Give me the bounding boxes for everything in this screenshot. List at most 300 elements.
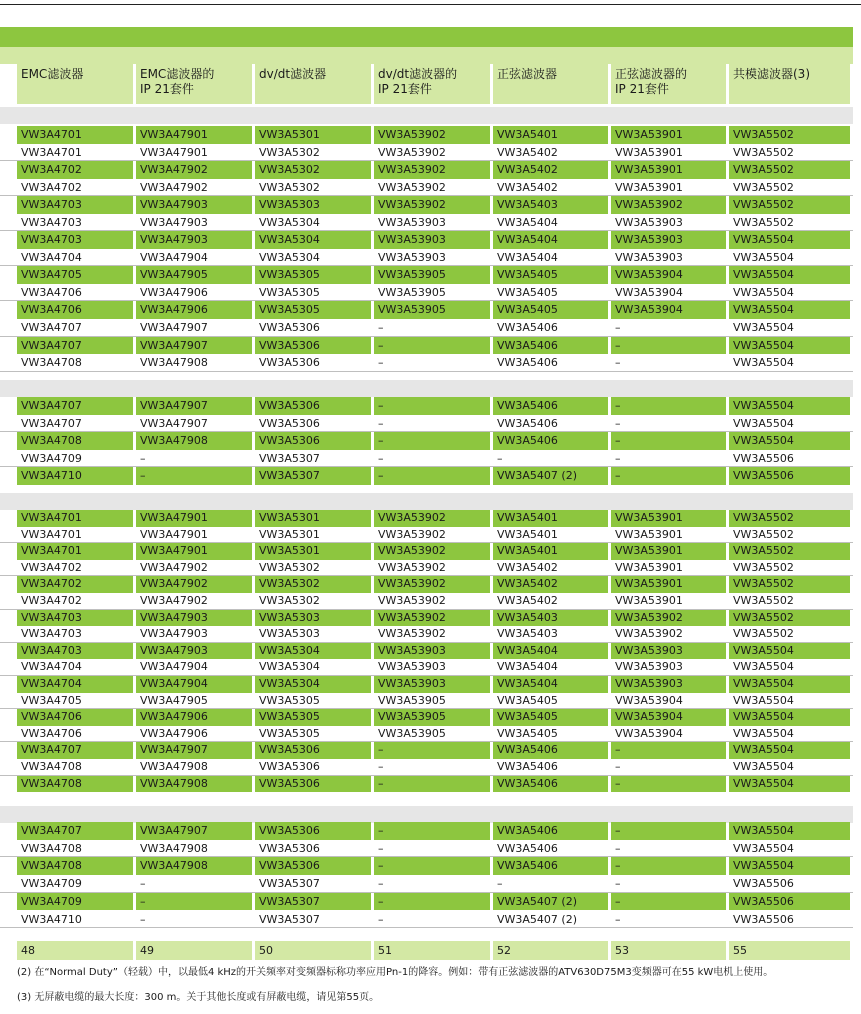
table-cell: VW3A5502 [729,126,850,144]
table-cell: VW3A53903 [378,660,446,674]
table-cell: – [615,877,621,891]
table-cell: VW3A5306 [259,356,320,369]
table-cell: – [611,776,726,793]
table-cell: VW3A5404 [497,215,558,229]
table-row [17,610,853,627]
table-cell: VW3A4708 [17,776,133,793]
table-cell: VW3A47907 [136,822,252,840]
table-cell: VW3A5401 [493,543,608,560]
table-cell: VW3A4706 [17,301,133,319]
table-row [17,759,853,776]
table-cell: VW3A5502 [729,510,850,527]
table-cell: VW3A5502 [733,527,794,541]
table-cell: VW3A5306 [255,337,371,355]
header-dvdt-filter: dv/dt滤波器 [255,64,371,104]
table-cell: – [378,451,384,465]
table-cell: VW3A47906 [140,726,208,740]
table-row [17,840,853,858]
table-cell: VW3A47907 [140,320,208,334]
section-header-band [0,493,853,510]
table-cell: – [378,320,384,334]
table-cell: – [374,742,490,759]
table-cell: – [615,841,621,855]
table-row [17,893,853,911]
table-cell: VW3A5405 [497,693,558,707]
table-row [17,527,853,544]
table-cell: VW3A5504 [733,760,794,773]
table-cell: VW3A53903 [378,250,446,264]
table-cell: VW3A5502 [729,610,850,627]
table-cell: – [378,416,384,430]
table-cell: VW3A5504 [729,822,850,840]
table-cell: VW3A53901 [611,126,726,144]
table-cell: – [374,893,490,911]
table-cell: VW3A5504 [729,742,850,759]
table-cell: VW3A4701 [17,126,133,144]
table-cell: VW3A47902 [140,560,208,574]
table-cell: – [615,416,621,430]
table-cell: VW3A5304 [259,215,320,229]
table-cell: VW3A5405 [497,285,558,299]
page-ref: 51 [374,941,490,960]
table-cell: VW3A53905 [374,709,490,726]
table-cell: VW3A4707 [21,320,82,334]
table-cell: VW3A47907 [140,416,208,430]
table-cell: VW3A5302 [259,594,320,607]
table-cell: VW3A4708 [17,432,133,450]
table-cell: – [136,467,252,485]
table-cell: VW3A5406 [493,397,608,415]
table-cell: VW3A53905 [378,693,446,707]
table-cell: VW3A53902 [374,510,490,527]
table-cell: – [378,356,384,369]
table-cell: VW3A47904 [136,676,252,693]
table-cell: VW3A53904 [615,726,683,740]
table-row [17,179,853,197]
table-cell: VW3A4710 [17,467,133,485]
table-cell: VW3A47907 [136,337,252,355]
table-cell: VW3A5502 [733,215,794,229]
table-cell: VW3A5306 [259,760,320,773]
table-row [17,676,853,693]
table-cell: VW3A53905 [374,266,490,284]
table-cell: VW3A5504 [733,285,794,299]
table-cell: VW3A5504 [733,356,794,369]
table-cell: VW3A47905 [140,693,208,707]
table-cell: VW3A5504 [733,250,794,264]
table-cell: – [136,893,252,911]
table-cell: VW3A5406 [493,822,608,840]
table-cell: VW3A53905 [378,726,446,740]
table-row [17,397,853,415]
table-row [17,543,853,560]
table-cell: VW3A5302 [255,161,371,179]
table-cell: – [378,760,384,773]
table-cell: VW3A5502 [729,161,850,179]
table-cell: VW3A5506 [733,877,794,891]
table-row [17,643,853,660]
table-cell: VW3A4702 [21,180,82,194]
table-cell: VW3A5303 [255,610,371,627]
header-sine-filter: 正弦滤波器 [493,64,608,104]
table-cell: VW3A47902 [140,594,208,607]
table-cell: VW3A5402 [493,161,608,179]
table-cell: – [497,877,503,891]
table-cell: VW3A53903 [611,231,726,249]
table-cell: VW3A47903 [136,610,252,627]
table-cell: VW3A47901 [140,145,208,159]
table-cell: VW3A5502 [733,180,794,194]
table-cell: VW3A53905 [378,285,446,299]
table-cell: VW3A5405 [493,266,608,284]
table-cell: VW3A47906 [136,301,252,319]
table-cell: – [374,776,490,793]
table-cell: VW3A53902 [378,180,446,194]
table-cell: VW3A5303 [255,196,371,214]
table-cell: – [611,467,726,485]
table-cell: VW3A5404 [493,676,608,693]
table-cell: VW3A5305 [259,693,320,707]
table-row [17,450,853,468]
table-cell: VW3A53901 [615,145,683,159]
table-cell: VW3A5306 [255,432,371,450]
table-cell: VW3A5402 [493,576,608,593]
table-cell: VW3A47902 [136,161,252,179]
table-cell: VW3A53903 [374,643,490,660]
table-cell: VW3A47906 [140,285,208,299]
table-cell: VW3A5406 [493,337,608,355]
table-cell: VW3A53904 [611,266,726,284]
table-cell: VW3A4704 [21,250,82,264]
table-cell: VW3A53904 [611,301,726,319]
table-cell: VW3A5407 (2) [493,893,608,911]
table-cell: VW3A53902 [378,627,446,641]
table-cell: VW3A47907 [136,742,252,759]
table-row [17,742,853,759]
table-row [17,776,853,793]
table-cell: VW3A5504 [729,397,850,415]
table-cell: VW3A5304 [255,643,371,660]
table-cell: VW3A4707 [17,337,133,355]
table-row [17,301,853,319]
table-cell: VW3A5305 [255,266,371,284]
table-cell: VW3A4706 [21,285,82,299]
table-cell: VW3A53903 [615,660,683,674]
row-divider [0,371,853,372]
table-cell: VW3A5502 [733,145,794,159]
table-cell: VW3A4704 [21,660,82,674]
table-row [17,693,853,710]
table-cell: VW3A5403 [497,627,558,641]
table-cell: VW3A5307 [259,912,320,926]
table-cell: VW3A5502 [733,560,794,574]
table-cell: – [615,912,621,926]
table-row [17,144,853,162]
table-header [17,64,853,104]
table-row [17,560,853,577]
table-cell: VW3A5504 [729,266,850,284]
table-cell: VW3A5306 [255,397,371,415]
table-cell: VW3A4709 [21,877,82,891]
table-cell: – [615,356,621,369]
table-row [17,126,853,144]
table-cell: – [378,912,384,926]
table-cell: VW3A5305 [255,709,371,726]
table-cell: VW3A53902 [378,594,446,607]
table-cell: VW3A53905 [374,301,490,319]
table-row [17,726,853,743]
table-cell: VW3A5302 [259,145,320,159]
table-cell: VW3A53903 [611,643,726,660]
table-row [17,659,853,676]
table-cell: VW3A53901 [615,560,683,574]
table-cell: – [611,397,726,415]
table-cell: VW3A5307 [255,893,371,911]
table-cell: – [611,337,726,355]
table-row [17,576,853,593]
header-sine-ip21-kit: 正弦滤波器的 IP 21套件 [611,64,726,104]
table-cell: VW3A5306 [255,776,371,793]
table-cell: VW3A53902 [374,196,490,214]
table-row [17,709,853,726]
table-cell: VW3A5402 [497,560,558,574]
table-cell: VW3A47908 [140,841,208,855]
table-cell: VW3A5403 [493,196,608,214]
table-cell: VW3A4707 [21,416,82,430]
table-cell: VW3A4701 [21,145,82,159]
table-cell: – [611,893,726,911]
page-ref: 49 [136,941,252,960]
table-cell: VW3A5401 [493,126,608,144]
table-cell: VW3A5406 [497,416,558,430]
table-cell: VW3A47908 [136,857,252,875]
table-cell: VW3A4702 [21,594,82,607]
table-cell: VW3A4708 [21,356,82,369]
table-cell: VW3A53902 [374,126,490,144]
table-cell: VW3A47903 [136,643,252,660]
table-cell: VW3A5504 [733,693,794,707]
table-cell: VW3A53903 [374,231,490,249]
table-cell: VW3A5504 [733,320,794,334]
table-cell: VW3A4703 [21,627,82,641]
section-header-band [0,380,853,397]
table-cell: VW3A4703 [21,215,82,229]
table-cell: VW3A5304 [255,676,371,693]
table-cell: VW3A5502 [733,627,794,641]
table-cell: VW3A47904 [140,250,208,264]
table-row [17,911,853,929]
table-cell: VW3A53901 [615,527,683,541]
table-cell: VW3A53903 [615,215,683,229]
footnote-2: (2) 在“Normal Duty”（轻载）中，以最低4 kHz的开关频率对变频器标称功率应用Pn-1的降容。例如：带有正弦滤波器的ATV630D75M3变频器可在55 kW电机上使用。 [17,967,774,978]
table-cell: VW3A5305 [259,285,320,299]
table-cell: VW3A4705 [21,693,82,707]
table-cell: VW3A4704 [17,676,133,693]
table-cell: VW3A5504 [729,337,850,355]
table-cell: VW3A5504 [733,726,794,740]
header-dvdt-ip21-kit: dv/dt滤波器的 IP 21套件 [374,64,490,104]
footnote-3: (3) 无屏蔽电缆的最大长度：300 m。关于其他长度或有屏蔽电缆，请见第55页。 [17,992,380,1003]
table-row [17,161,853,179]
header-emc-filter: EMC滤波器 [17,64,133,104]
table-cell: VW3A5404 [493,643,608,660]
table-cell: VW3A4709 [21,451,82,465]
table-cell: – [374,857,490,875]
table-cell: VW3A4703 [17,643,133,660]
table-cell: VW3A5504 [729,709,850,726]
header-common-mode-filter: 共模滤波器(3) [729,64,850,104]
table-cell: – [140,877,146,891]
table-cell: VW3A5402 [497,145,558,159]
table-cell: VW3A53901 [615,180,683,194]
table-row [17,822,853,840]
table-cell: VW3A5506 [729,893,850,911]
table-cell: VW3A5504 [733,660,794,674]
table-cell: VW3A5502 [729,543,850,560]
table-cell: VW3A4707 [17,822,133,840]
table-cell: VW3A53904 [615,285,683,299]
table-cell: VW3A53901 [611,510,726,527]
table-cell: – [497,451,503,465]
table-cell: VW3A5304 [259,250,320,264]
table-cell: VW3A5306 [255,822,371,840]
table-cell: VW3A53902 [374,576,490,593]
table-cell: VW3A47903 [140,215,208,229]
table-cell: VW3A5307 [255,467,371,485]
table-cell: VW3A53903 [378,215,446,229]
table-cell: – [611,742,726,759]
page-reference-row [17,941,853,960]
table-cell: VW3A5306 [259,416,320,430]
table-cell: – [374,822,490,840]
table-cell: VW3A5403 [493,610,608,627]
subtitle-band [0,47,853,64]
table-cell: VW3A4702 [17,576,133,593]
table-cell: – [374,432,490,450]
table-cell: VW3A5406 [497,320,558,334]
table-cell: VW3A5506 [729,467,850,485]
table-cell: VW3A5504 [729,231,850,249]
table-cell: VW3A4708 [17,857,133,875]
table-cell: VW3A53903 [615,250,683,264]
table-cell: VW3A5504 [733,841,794,855]
table-cell: VW3A53902 [615,627,683,641]
table-cell: VW3A5406 [493,776,608,793]
table-cell: VW3A5504 [729,432,850,450]
table-row [17,875,853,893]
table-cell: VW3A47903 [136,196,252,214]
table-cell: VW3A5506 [733,912,794,926]
table-cell: VW3A5407 (2) [497,912,577,926]
table-cell: VW3A5301 [255,510,371,527]
table-row [17,510,853,527]
page-ref: 55 [729,941,850,960]
table-cell: VW3A5305 [259,726,320,740]
table-cell: VW3A5406 [493,742,608,759]
table-cell: VW3A5504 [733,416,794,430]
table-cell: VW3A5404 [497,250,558,264]
table-cell: VW3A4703 [17,231,133,249]
table-cell: VW3A53901 [611,576,726,593]
table-row [17,196,853,214]
table-cell: VW3A53902 [611,196,726,214]
top-rule [0,4,861,5]
table-cell: VW3A5504 [729,301,850,319]
table-cell: VW3A47908 [136,776,252,793]
table-cell: VW3A47903 [140,627,208,641]
table-cell: VW3A53901 [611,543,726,560]
table-cell: VW3A4705 [17,266,133,284]
table-cell: VW3A47901 [136,543,252,560]
table-row [17,593,853,610]
table-cell: VW3A5307 [259,451,320,465]
table-cell: VW3A5301 [259,527,320,541]
section-header-band [0,107,853,124]
table-cell: VW3A47907 [136,397,252,415]
table-cell: – [140,451,146,465]
table-cell: – [611,857,726,875]
table-cell: VW3A4703 [17,196,133,214]
table-cell: VW3A47908 [140,760,208,773]
table-cell: VW3A5405 [493,301,608,319]
table-cell: VW3A4707 [17,742,133,759]
table-cell: – [378,841,384,855]
table-row [17,249,853,267]
table-cell: VW3A5402 [497,180,558,194]
table-cell: VW3A47901 [140,527,208,541]
table-cell: VW3A5306 [255,742,371,759]
table-row [17,354,853,372]
table-cell: VW3A5304 [255,231,371,249]
table-cell: VW3A5307 [259,877,320,891]
table-row [17,467,853,485]
table-cell: VW3A5406 [493,857,608,875]
table-cell: VW3A5301 [255,126,371,144]
table-row [17,626,853,643]
table-cell: VW3A5406 [493,432,608,450]
table-cell: VW3A53903 [611,676,726,693]
table-cell: VW3A4702 [21,560,82,574]
table-cell: VW3A47906 [136,709,252,726]
table-cell: VW3A5401 [497,527,558,541]
table-cell: VW3A47904 [140,660,208,674]
table-cell: VW3A47908 [136,432,252,450]
table-cell: VW3A47901 [136,126,252,144]
table-cell: VW3A53902 [374,610,490,627]
table-cell: VW3A5302 [259,560,320,574]
table-cell: VW3A4706 [21,726,82,740]
table-cell: VW3A53902 [378,560,446,574]
table-cell: VW3A4701 [17,510,133,527]
page-ref: 53 [611,941,726,960]
table-cell: VW3A4709 [17,893,133,911]
table-cell: VW3A5502 [733,594,794,607]
row-divider [0,927,853,928]
table-cell: VW3A5406 [497,841,558,855]
table-cell: – [615,451,621,465]
table-cell: – [140,912,146,926]
table-cell: VW3A47905 [136,266,252,284]
header-emc-ip21-kit: EMC滤波器的 IP 21套件 [136,64,252,104]
table-cell: VW3A47902 [136,576,252,593]
table-cell: VW3A5502 [729,196,850,214]
table-cell: VW3A4701 [21,527,82,541]
table-cell: VW3A53904 [611,709,726,726]
table-cell: VW3A4708 [21,760,82,773]
table-cell: VW3A47903 [136,231,252,249]
table-cell: VW3A5306 [259,841,320,855]
table-cell: – [378,877,384,891]
